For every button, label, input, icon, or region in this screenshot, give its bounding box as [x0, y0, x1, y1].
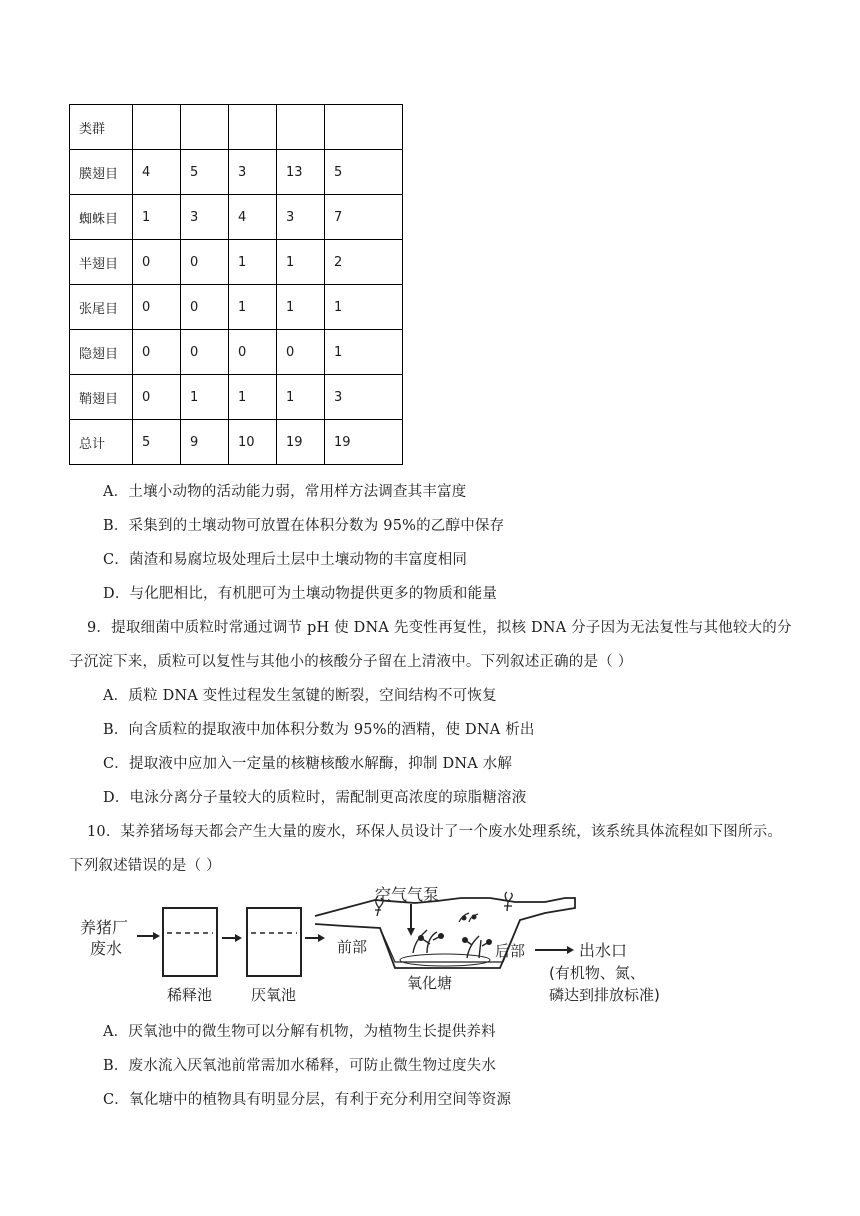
outlet-note-line1: (有机物、氮、	[549, 964, 645, 982]
q10-option-c: C．氧化塘中的植物具有明显分层，有利于充分利用空间等资源	[103, 1092, 512, 1108]
q9-option-a: A．质粒 DNA 变性过程发生氢键的断裂，空间结构不可恢复	[103, 688, 497, 704]
outlet-label: 出水口	[579, 941, 628, 960]
table-cell: 13	[277, 150, 325, 195]
q10-stem-line2: 下列叙述错误的是（ ）	[69, 858, 221, 874]
table-cell: 3	[325, 375, 403, 420]
arrow-down-icon	[407, 904, 415, 936]
table-cell: 4	[133, 150, 181, 195]
arrow-icon	[535, 946, 574, 954]
q9-option-d: D．电泳分离分子量较大的质粒时，需配制更高浓度的琼脂糖溶液	[103, 790, 527, 806]
table-cell: 0	[277, 330, 325, 375]
table-header-row	[70, 105, 403, 150]
table-cell: 2	[325, 240, 403, 285]
q10-option-b: B．废水流入厌氧池前常需加水稀释，可防止微生物过度失水	[103, 1058, 497, 1074]
table-row-label: 隐翅目	[70, 330, 133, 375]
table-cell: 1	[229, 240, 277, 285]
table-cell	[181, 105, 229, 150]
table-cell: 0	[229, 330, 277, 375]
q10-option-a: A．厌氧池中的微生物可以分解有机物，为植物生长提供养料	[103, 1024, 496, 1040]
wastewater-flow-diagram	[75, 878, 715, 1008]
table-cell: 1	[277, 375, 325, 420]
table-cell	[325, 105, 403, 150]
table-row-label: 张尾目	[70, 285, 133, 330]
table-cell: 5	[133, 420, 181, 465]
table-cell: 1	[181, 375, 229, 420]
table-cell: 0	[133, 285, 181, 330]
table-cell: 9	[181, 420, 229, 465]
table-cell: 19	[325, 420, 403, 465]
table-cell: 1	[277, 240, 325, 285]
q9-stem-line2: 子沉淀下来，质粒可以复性与其他小的核酸分子留在上清液中。下列叙述正确的是（ ）	[69, 654, 633, 670]
arrow-icon	[137, 932, 160, 940]
table-row	[70, 330, 403, 375]
table-row-label: 蜘蛛目	[70, 195, 133, 240]
table-row	[70, 420, 403, 465]
arrow-icon	[222, 934, 242, 942]
table-cell: 0	[181, 240, 229, 285]
table-row	[70, 195, 403, 240]
table-cell: 5	[181, 150, 229, 195]
table-cell: 4	[229, 195, 277, 240]
table-cell: 1	[229, 375, 277, 420]
table-cell: 0	[133, 330, 181, 375]
survey-table	[69, 104, 403, 465]
dilution-tank	[163, 908, 217, 976]
table-cell	[229, 105, 277, 150]
table-row	[70, 240, 403, 285]
table-cell: 5	[325, 150, 403, 195]
table-cell	[133, 105, 181, 150]
pond-back-label: 后部	[495, 942, 526, 960]
table-cell: 3	[181, 195, 229, 240]
table-row	[70, 150, 403, 195]
table-cell: 1	[277, 285, 325, 330]
q8-option-d: D．与化肥相比，有机肥可为土壤动物提供更多的物质和能量	[103, 586, 498, 602]
table-cell: 10	[229, 420, 277, 465]
dilution-tank-label: 稀释池	[167, 986, 213, 1004]
table-cell: 1	[229, 285, 277, 330]
q9-option-c: C．提取液中应加入一定量的核糖核酸水解酶，抑制 DNA 水解	[103, 756, 513, 772]
table-row	[70, 375, 403, 420]
table-cell	[277, 105, 325, 150]
table-cell: 19	[277, 420, 325, 465]
anaerobic-tank	[247, 908, 301, 976]
table-cell: 0	[133, 375, 181, 420]
air-pump-label: 空气气泵	[375, 885, 440, 904]
pond-front-label: 前部	[337, 938, 368, 956]
table-row	[70, 285, 403, 330]
oxidation-pond	[315, 898, 575, 968]
source-label-1: 养猪厂	[80, 918, 129, 937]
table-row-label: 半翅目	[70, 240, 133, 285]
q8-option-b: B．采集到的土壤动物可放置在体积分数为 95%的乙醇中保存	[103, 518, 505, 534]
outlet-note-line2: 磷达到排放标准)	[549, 986, 660, 1004]
table-row-label: 鞘翅目	[70, 375, 133, 420]
anaerobic-tank-label: 厌氧池	[251, 986, 297, 1004]
table-cell: 0	[181, 330, 229, 375]
q9-option-b: B．向含质粒的提取液中加体积分数为 95%的酒精，使 DNA 析出	[103, 722, 535, 738]
table-row-label: 膜翅目	[70, 150, 133, 195]
table-row-label: 类群	[70, 105, 133, 150]
q8-option-a: A．土壤小动物的活动能力弱，常用样方法调查其丰富度	[103, 484, 467, 500]
q9-stem-line1: 9．提取细菌中质粒时常通过调节 pH 使 DNA 先变性再复性，拟核 DNA 分子因为无法复性与其他较大的分	[87, 620, 792, 636]
table-cell: 3	[229, 150, 277, 195]
q8-option-c: C．菌渣和易腐垃圾处理后土层中土壤动物的丰富度相同	[103, 552, 468, 568]
oxidation-pond-label: 氧化塘	[407, 974, 453, 992]
source-label-2: 废水	[90, 939, 123, 958]
table-cell: 1	[325, 285, 403, 330]
arrow-icon	[305, 934, 325, 942]
table-cell: 0	[133, 240, 181, 285]
table-cell: 1	[325, 330, 403, 375]
q10-stem-line1: 10．某养猪场每天都会产生大量的废水，环保人员设计了一个废水处理系统，该系统具体流程如下图所示。	[87, 824, 783, 840]
table-cell: 3	[277, 195, 325, 240]
table-cell: 1	[133, 195, 181, 240]
table-cell: 0	[181, 285, 229, 330]
table-row-label: 总计	[70, 420, 133, 465]
table-cell: 7	[325, 195, 403, 240]
